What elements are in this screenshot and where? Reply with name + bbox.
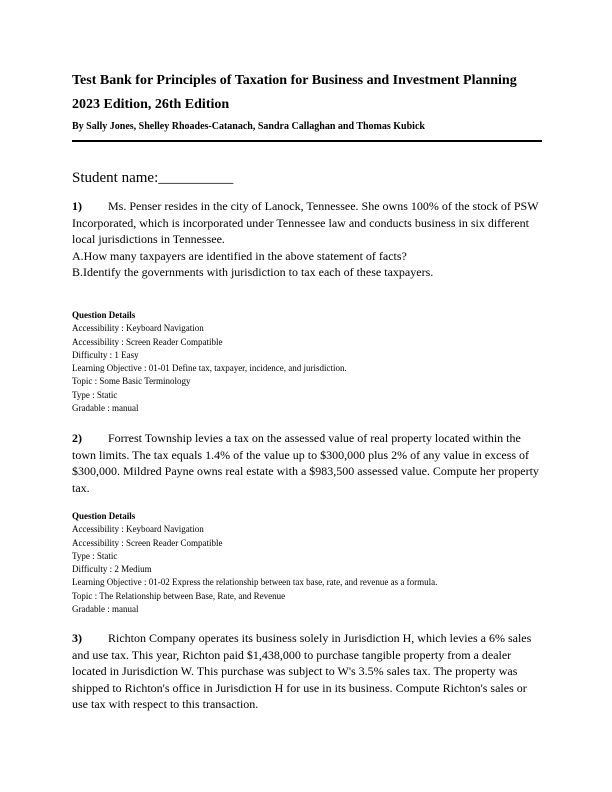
detail-line: Gradable : manual (72, 604, 139, 615)
question-text: Forrest Township levies a tax on the assessed value of real property located within the town limits. The tax equals 1.4% of the value up to $300,000 plus 2% of any value in excess of $300,000. Mildred Payne owns real estate with a $983,500 assessed value. Compute her property tax. (72, 431, 539, 495)
details-heading: Question Details (72, 511, 136, 521)
question-subpart-b: B.Identify the governments with jurisdiction to tax each of these taxpayers. (72, 265, 434, 279)
question-number: 3) (72, 631, 82, 645)
detail-line: Topic : The Relationship between Base, Rate, and Revenue (72, 590, 286, 601)
detail-line: Type : Static (72, 550, 118, 561)
header-divider (72, 140, 542, 142)
detail-line: Accessibility : Screen Reader Compatible (72, 336, 223, 347)
detail-line: Difficulty : 1 Easy (72, 349, 139, 360)
question-text: Richton Company operates its business solely in Jurisdiction H, which levies a 6% sales and use tax. This year, Richton paid $1,438,000 to purchase tangible property from a dealer located in Jurisdiction W. This purchase was subject to W's 3.5% sales tax. The property was shipped to Richton's office in Jurisdiction H for use in its business. Compute Richton's sales or use tax with respect to this transaction. (72, 631, 532, 711)
detail-line: Topic : Some Basic Terminology (72, 376, 191, 387)
student-name-label: Student name:__________ (72, 170, 234, 186)
document-edition: 2023 Edition, 26th Edition (72, 97, 230, 112)
detail-line: Difficulty : 2 Medium (72, 564, 152, 575)
document-authors: By Sally Jones, Shelley Rhoades-Catanach, Sandra Callaghan and Thomas Kubick (72, 121, 425, 132)
detail-line: Gradable : manual (72, 403, 139, 414)
question-number: 2) (72, 431, 82, 445)
details-heading: Question Details (72, 310, 136, 320)
question-3 (72, 630, 542, 713)
question-subpart-a: A.How many taxpayers are identified in the above statement of facts? (72, 248, 407, 263)
question-number: 1) (72, 199, 82, 213)
detail-line: Accessibility : Screen Reader Compatible (72, 537, 223, 548)
question-1 (72, 198, 542, 281)
detail-line: Learning Objective : 01-01 Define tax, taxpayer, incidence, and jurisdiction. (72, 363, 347, 374)
question-details-1 (72, 309, 542, 415)
question-2 (72, 430, 542, 496)
document-title: Test Bank for Principles of Taxation for Business and Investment Planning (72, 73, 517, 88)
detail-line: Accessibility : Keyboard Navigation (72, 323, 204, 334)
detail-line: Accessibility : Keyboard Navigation (72, 524, 204, 535)
detail-line: Learning Objective : 01-02 Express the relationship between tax base, rate, and revenue as a formula. (72, 577, 438, 588)
question-text: Ms. Penser resides in the city of Lanock, Tennessee. She owns 100% of the stock of PSW Incorporated, which is incorporated under Tennessee law and conducts business in six different local jurisdictions in Tennessee. (72, 199, 539, 246)
question-details-2 (72, 510, 542, 616)
detail-line: Type : Static (72, 389, 118, 400)
